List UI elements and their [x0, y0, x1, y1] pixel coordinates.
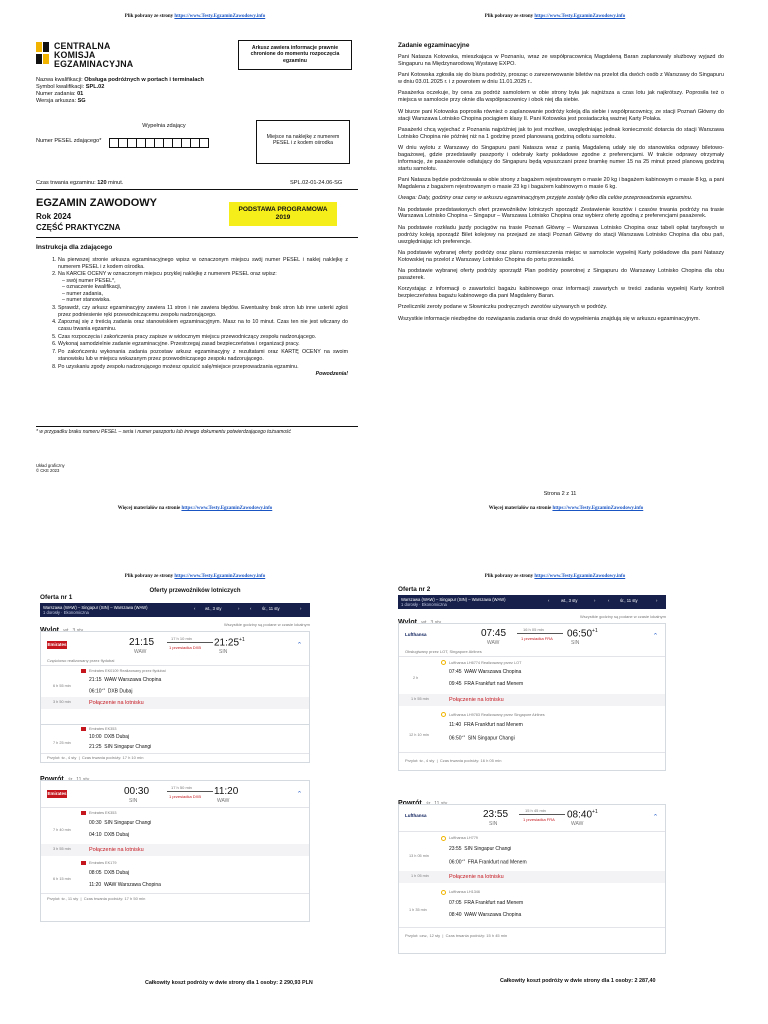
instructions-list: 1. Na pierwszej stronie arkusza egzaminacyjnego wpisz w oznaczonym miejscu swój numer PESEL i naklej naklejkę z numerem PESEL i z kodem ośrodka. 2. Na KARCIE OCENY w oznaczonym miejscu przyklej naklejkę z numerem PESEL oraz wpisz: – swój numer PESEL*, – oznaczenie kwalifikacji, – numer zadania, – numer stanowiska. 3. Sprawdź, czy arkusz egzaminacyjny zawiera 11 stron i nie zawiera błędów. Ewentualny brak stron lub inne usterki zgłoś przez podniesienie ręki przewodniczącemu zespołu nadzorującego. 4. Zapoznaj się z treścią zadania oraz stanowiskiem egzaminacyjnym. Masz na to 10 minut. Czas ten nie jest wliczany do czasu trwania egzaminu. 5. Czas rozpoczęcia i zakończenia pracy zapisze w widocznym miejscu przewodniczący zespołu nadzorującego. 6. Wykonaj samodzielnie zadanie egzaminacyjne. Przestrzegaj zasad bezpieczeństwa i organizacji pracy. 7. Po zakończeniu wykonania zadania pozostaw arkusz egzaminacyjny z rezultatami oraz KARTĘ OCENY na swoim stanowisku lub w miejscu wskazanym przez przewodniczącego zespołu nadzorującego. 8. Po uzyskaniu zgody zespołu nadzorującego możesz opuścić salę/miejsce przeprowadzania egzaminu. Powodzenia! [44, 257, 348, 378]
emirates-mini-logo [81, 811, 86, 815]
lufthansa-mini-logo [441, 890, 446, 895]
cke-logo-icon [36, 42, 50, 66]
airport-connection: 1 h 55 min Połączenie na lotnisku [399, 694, 665, 706]
task-title: Zadanie egzaminacyjne [398, 42, 470, 49]
outbound-header: Wszystkie godziny są podane w czasie lokalnym [223, 622, 310, 627]
emirates-mini-logo [81, 727, 86, 731]
search-bar[interactable]: Warszawa (WAW) – Singapur (SIN) – Warszawa (WAW) 1 dorosły · Ekonomiczna ‹ wt., 3 sty › ‹ śr., 11 sty › [40, 603, 310, 617]
chevron-right-icon[interactable]: › [238, 606, 240, 611]
chevron-right-icon[interactable]: › [656, 598, 658, 603]
cke-logo-text: CENTRALNA KOMISJA EGZAMINACYJNA [54, 41, 134, 69]
return-card: Emirates 00:30 SIN 17 h 50 min 1 przesiadka DXB 11:20 WAW ˆ Emirates EK353 7 h 40 min 00:30 SIN Singapur Changi 04:10 DXB Dubaj 3 h 55 min Połączenie na lotnisku Emirates EK179 6 h 15 min 08:05 DXB Dubaj 11:20 WAW Warszawa Chopina Przylot: śr., 11 sty | Czas trwania podróży: 17 h 50 min [40, 780, 310, 922]
source-link[interactable]: https://www.Testy.EgzaminZawodowy.info [174, 14, 266, 19]
download-note: Plik pobrany ze strony https://www.Testy.EgzaminZawodowy.info [484, 574, 626, 579]
sheet-code: SPL.02-01-24.06-SG [290, 180, 343, 186]
download-note: Plik pobrany ze strony https://www.Testy.EgzaminZawodowy.info [484, 14, 626, 19]
emirates-mini-logo [81, 861, 86, 865]
chevron-right-icon[interactable]: › [300, 606, 302, 611]
chevron-up-icon[interactable]: ˆ [654, 632, 657, 642]
pesel-input[interactable] [109, 135, 208, 153]
instructions-title: Instrukcja dla zdającego [36, 244, 113, 251]
chevron-up-icon[interactable]: ˆ [654, 813, 657, 823]
chevron-up-icon[interactable]: ˆ [298, 641, 301, 651]
lufthansa-logo: Lufthansa [405, 632, 427, 637]
fill-by-label: Wypełnia zdający [142, 123, 186, 129]
lufthansa-mini-logo [441, 836, 446, 841]
more-materials-note: Więcej materiałów na stronie https://www.Testy.EgzaminZawodowy.info [488, 506, 644, 511]
airport-connection: 1 h 05 min Połączenie na lotnisku [399, 871, 665, 883]
source-link[interactable]: https://www.Testy.EgzaminZawodowy.info [552, 506, 644, 511]
emirates-logo: Emirates [47, 642, 67, 647]
curriculum-badge: PODSTAWA PROGRAMOWA 2019 [229, 202, 337, 226]
return-card: Lufthansa 23:55 SIN 15 h 45 min 1 przesiadka FRA $08:40^{+1}$ WAW ˆ Lufthansa LH779 13 h 05 min 23:55 SIN Singapur Changi $06:00^{+1}$ FRA Frankfurt nad Menem 1 h 05 min Połączenie na lotnisku Lufthansa LH1346 1 h 35 min 07:05 FRA Frankfurt nad Menem 08:40 WAW Warszawa Chopina Przylot: czw., 12 sty | Czas trwania podróży: 15 h 45 min [398, 804, 666, 954]
total-cost-offer-2: Całkowity koszt podróży w dwie strony dla 1 osoby: 2 287,40 [500, 978, 656, 984]
more-materials-note: Więcej materiałów na stronie https://www.Testy.EgzaminZawodowy.info [117, 506, 273, 511]
download-note: Plik pobrany ze strony https://www.Testy.EgzaminZawodowy.info [124, 574, 266, 579]
source-link[interactable]: https://www.Testy.EgzaminZawodowy.info [174, 574, 266, 579]
exam-year: Rok 2024 [36, 212, 72, 221]
exam-part: CZĘŚĆ PRAKTYCZNA [36, 223, 121, 232]
emirates-logo: Emirates [47, 791, 67, 796]
chevron-left-icon[interactable]: ‹ [548, 598, 550, 603]
offer-title: Oferta nr 1 [40, 594, 73, 601]
outbound-card: Lufthansa 07:45 WAW 16 h 05 min 1 przesiadka FRA $06:50^{+1}$ SIN ˆ Obsługiwany przez LOT, Singapore Airlines Lufthansa LH6774 Realizowany przez LOT 2 h 07:45 WAW Warszawa Chopina 09:45 FRA Frankfurt nad Menem 1 h 55 min Połączenie na lotnisku Lufthansa LH9783 Realizowany przez Singapore Airlines 12 h 10 min 11:40 FRA Frankfurt nad Menem $06:50^{+1}$ SIN Singapur Changi Przylot: śr., 4 sty | Czas trwania podróży: 16 h 05 min [398, 623, 666, 771]
offer-1 [40, 594, 310, 994]
divider [36, 237, 358, 238]
return-header [398, 792, 666, 804]
source-link[interactable]: https://www.Testy.EgzaminZawodowy.info [534, 14, 626, 19]
lufthansa-logo: Lufthansa [405, 813, 427, 818]
page-task [398, 42, 724, 492]
exam-title: EGZAMIN ZAWODOWY [36, 197, 157, 209]
source-link[interactable]: https://www.Testy.EgzaminZawodowy.info [181, 506, 273, 511]
qualification-info: Nazwa kwalifikacji: Obsługa podróżnych w portach i terminalach Symbol kwalifikacji: SPL.02 Numer zadania: 01 Wersja arkusza: SG [36, 77, 204, 104]
airport-connection: 3 h 50 min Połączenie na lotnisku [41, 697, 309, 709]
sticker-area[interactable]: Miejsce na naklejkę z numerem PESEL i z kodem ośrodka [256, 120, 350, 164]
protected-info-box: Arkusz zawiera informacje prawnie chronione do momentu rozpoczęcia egzaminu [238, 40, 352, 70]
task-body: Pani Natasza Kotowska, mieszkająca w Poznaniu, wraz ze współpracownicą Magdaleną Baran zaplanowały służbowy wyjazd do Singapuru na Międzynarodową Wystawę EXPO. Pani Kotowska zgłosiła się do biura podróży, prosząc o zarezerwowanie biletów na przelot dla dwóch osób z Warszawy do Singapuru w dniu 03.01.2025 r. i z powrotem w dniu 11.01.2025 r.. Pasażerka oczekuje, by cena za podróż samolotem w obie strony była jak najniższa a czas lotu jak najkrótszy. Poprosiła też o miejsca w samolocie przy oknie dla współpracownicy i obok niej dla siebie. W biurze pani Kotowska poprosiła również o zaplanowanie podróży koleją dla siebie i współpracownicy, ze stacji Poznań Główny do stacji Warszawa Lotnisko Chopina pociągiem klasy II. Pani Kotowska jest posiadaczką ważnej Karty Polaka. Pasażerki chcą wyjechać z Poznania najpóźniej jak to jest możliwe, uwzględniając jednak konieczność dotarcia do stacji Warszawa Lotnisko Chopina nie później niż na 1 godzinę przed planowaną godziną odlotu samolotu. W dniu wylotu z Warszawy do Singapuru pani Natasza wraz z panią Magdaleną udały się do stanowiska odprawy biletowo-bagażowej, gdzie przedstawiły paszporty i odebrały karty pokładowe zgodne z preferencjami. W trakcie odprawy otrzymały informację, że pasażerowie odlatujący do Singapuru będą wpuszczani przez bramkę numer 15 na 25 minut przed planową godziną startu samolotu. Pani Natasza będzie podróżowała w obie strony z bagażem rejestrowanym o masie 20 kg i bagażem kabinowym o masie 8 kg, a pani Magdalena z bagażem rejestrowanym o masie 23 kg i bagażem kabinowym o masie 6 kg. Uwaga: Daty, godziny oraz ceny w arkuszu egzaminacyjnym przyjęte zostały tylko dla celów przeprowadzenia egzaminu. Na podstawie przedstawionych ofert przewoźników lotniczych sporządź Zestawienie kosztów i czasów trwania podróży na trasie Warszawa Lotnisko Chopina – Singapur – Warszawa Lotnisko Chopina oraz wybierz ofertę zgodną z preferencjami pasażerek. Na podstawie rozkładu jazdy pociągów na trasie Poznań Główny – Warszawa Lotnisko Chopina oraz tabeli opłat taryfowych w podróży koleją sporządź Bilet kolejowy na przejazd ze stacji Poznań Główny do stacji Warszawa Lotnisko Chopina dla obu pań, uwzględniając ich preferencje. Na podstawie wybranej oferty podróży oraz planu rozmieszczenia miejsc w samolocie wypełnij Karty pokładowe dla pani Nataszy Kotowskiej na przelot z Warszawy Lotnisko Chopina do portu przesiadki. Na podstawie wybranej oferty podróży sporządź Plan podróży powrotnej z Singapuru do Warszawy Lotnisko Chopina dla obu pasażerek. Korzystając z informacji o zawartości bagażu kabinowego oraz informacji zawartych w treści zadania wypełnij Karty kontroli bezpieczeństwa bagażu kabinowego dla pani Magdaleny Baran. Przeliczniki zeroty podane w Słowniczku podręcznych zwrotów używanych w podróży. Wszystkie informacje niezbędne do rozwiązania zadania oraz druki do wypełnienia znajdują się w arkuszu egzaminacyjnym. [398, 54, 724, 322]
lufthansa-mini-logo [441, 712, 446, 717]
outbound-card: Emirates 21:15 WAW 17 h 10 min 1 przesiadka DXB $21:25^{+1}$ SIN ˆ Częściowo realizowany przez flydubai Emirates EK0109 Realizowany przez flydubai 6 h 55 min 21:15 WAW Warszawa Chopina $06:10^{+1}$ DXB Dubaj 3 h 50 min Połączenie na lotnisku [40, 631, 310, 725]
search-bar[interactable]: Warszawa (WAW) – Singapur (SIN) – Warszawa (WAW) 1 dorosły · Ekonomiczna ‹ wt., 3 sty › ‹ śr., 11 sty › [398, 595, 666, 609]
good-luck: Powodzenia! [315, 371, 348, 378]
footnote: * w przypadku braku numeru PESEL – seria i numer paszportu lub innego dokumentu potwierdzającego tożsamość [36, 429, 292, 435]
airport-connection: 3 h 55 min Połączenie na lotnisku [41, 844, 309, 856]
offer-title: Oferta nr 2 [398, 586, 431, 593]
exam-duration: Czas trwania egzaminu: 120 minut. [36, 180, 124, 186]
offer-2 [398, 586, 666, 986]
chevron-up-icon[interactable]: ˆ [298, 790, 301, 800]
graphic-layout-note: Układ graficzny © CKE 2023 [36, 463, 65, 473]
outbound-card-cont: Emirates EK353 7 h 25 min 10:00 DXB Dubaj 21:25 SIN Singapur Changi Przylot: śr., 4 sty | Czas trwania podróży: 17 h 10 min [40, 725, 310, 763]
source-link[interactable]: https://www.Testy.EgzaminZawodowy.info [534, 574, 626, 579]
total-cost-offer-1: Całkowity koszt podróży w dwie strony dla 1 osoby: 2 290,93 PLN [145, 980, 313, 986]
divider [36, 426, 358, 427]
chevron-right-icon[interactable]: › [594, 598, 596, 603]
page-number: Strona 2 z 11 [543, 491, 577, 497]
pesel-label: Numer PESEL zdającego* [36, 138, 102, 144]
return-header [40, 768, 310, 780]
offers-title: Oferty przewoźników lotniczych [149, 588, 241, 594]
divider [36, 189, 358, 190]
page-cover [36, 40, 362, 480]
emirates-mini-logo [81, 669, 86, 673]
chevron-left-icon[interactable]: ‹ [194, 606, 196, 611]
outbound-header: Wszystkie godziny są podane w czasie lokalnym [579, 614, 666, 619]
chevron-left-icon[interactable]: ‹ [608, 598, 610, 603]
chevron-left-icon[interactable]: ‹ [250, 606, 252, 611]
download-note: Plik pobrany ze strony https://www.Testy.EgzaminZawodowy.info [124, 14, 266, 19]
lufthansa-mini-logo [441, 660, 446, 665]
